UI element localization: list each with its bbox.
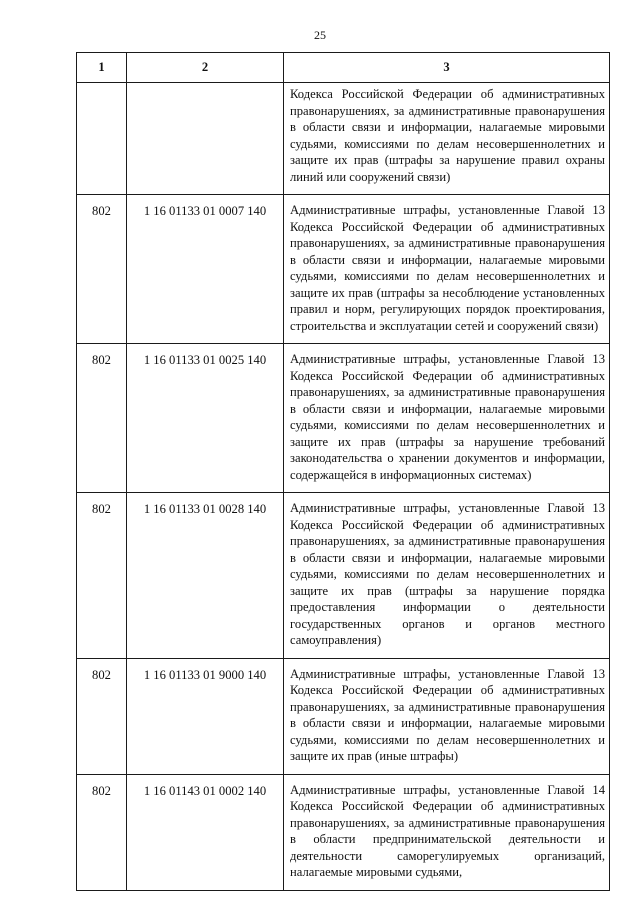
header-col-3: 3 bbox=[284, 53, 610, 83]
table-row bbox=[77, 658, 610, 774]
description-cell: Административные штрафы, установленные Главой 13 Кодекса Российской Федерации об административных правонарушениях, за административные правонарушения в области связи и информации, налагаемые мировыми судьями, комиссиями по делам несовершеннолетних и защите их прав (иные штрафы) bbox=[284, 658, 610, 774]
kbk-code-cell bbox=[127, 83, 284, 195]
admin-code-cell: 802 bbox=[77, 344, 127, 493]
table-row-continuation bbox=[77, 83, 610, 195]
admin-code-cell: 802 bbox=[77, 195, 127, 344]
kbk-code-cell: 1 16 01133 01 0028 140 bbox=[127, 493, 284, 659]
kbk-table bbox=[76, 52, 610, 891]
header-col-1: 1 bbox=[77, 53, 127, 83]
description-cell: Административные штрафы, установленные Главой 14 Кодекса Российской Федерации об административных правонарушениях, за административные правонарушения в области предпринимательской деятельности и деятельности саморегулируемых организаций, налагаемые мировыми судьями, bbox=[284, 774, 610, 890]
description-cell: Административные штрафы, установленные Главой 13 Кодекса Российской Федерации об административных правонарушениях, за административные правонарушения в области связи и информации, налагаемые мировыми судьями, комиссиями по делам несовершеннолетних и защите их прав (штрафы за несоблюдение установленных правил и норм, регулирующих порядок проектирования, строительства и эксплуатации сетей и сооружений связи) bbox=[284, 195, 610, 344]
table-row bbox=[77, 344, 610, 493]
header-row bbox=[77, 53, 610, 83]
admin-code-cell: 802 bbox=[77, 774, 127, 890]
table-row bbox=[77, 493, 610, 659]
table-row bbox=[77, 774, 610, 890]
page-number: 25 bbox=[314, 28, 326, 42]
admin-code-cell bbox=[77, 83, 127, 195]
kbk-code-cell: 1 16 01143 01 0002 140 bbox=[127, 774, 284, 890]
admin-code-cell: 802 bbox=[77, 658, 127, 774]
header-col-2: 2 bbox=[127, 53, 284, 83]
description-cell: Административные штрафы, установленные Главой 13 Кодекса Российской Федерации об административных правонарушениях, за административные правонарушения в области связи и информации, налагаемые мировыми судьями, комиссиями по делам несовершеннолетних и защите их прав (штрафы за нарушение порядка предоставления информации о деятельности государственных органов и органов местного самоуправления) bbox=[284, 493, 610, 659]
kbk-code-cell: 1 16 01133 01 0025 140 bbox=[127, 344, 284, 493]
description-cell: Кодекса Российской Федерации об административных правонарушениях, за административные правонарушения в области связи и информации, налагаемые мировыми судьями, комиссиями по делам несовершеннолетних и защите их прав (штрафы за нарушение правил охраны линий или сооружений связи) bbox=[284, 83, 610, 195]
kbk-code-cell: 1 16 01133 01 9000 140 bbox=[127, 658, 284, 774]
admin-code-cell: 802 bbox=[77, 493, 127, 659]
description-cell: Административные штрафы, установленные Главой 13 Кодекса Российской Федерации об административных правонарушениях, за административные правонарушения в области связи и информации, налагаемые мировыми судьями, комиссиями по делам несовершеннолетних и защите их прав (штрафы за нарушение требований законодательства о хранении документов и информации, содержащейся в информационных системах) bbox=[284, 344, 610, 493]
table-row bbox=[77, 195, 610, 344]
kbk-code-cell: 1 16 01133 01 0007 140 bbox=[127, 195, 284, 344]
